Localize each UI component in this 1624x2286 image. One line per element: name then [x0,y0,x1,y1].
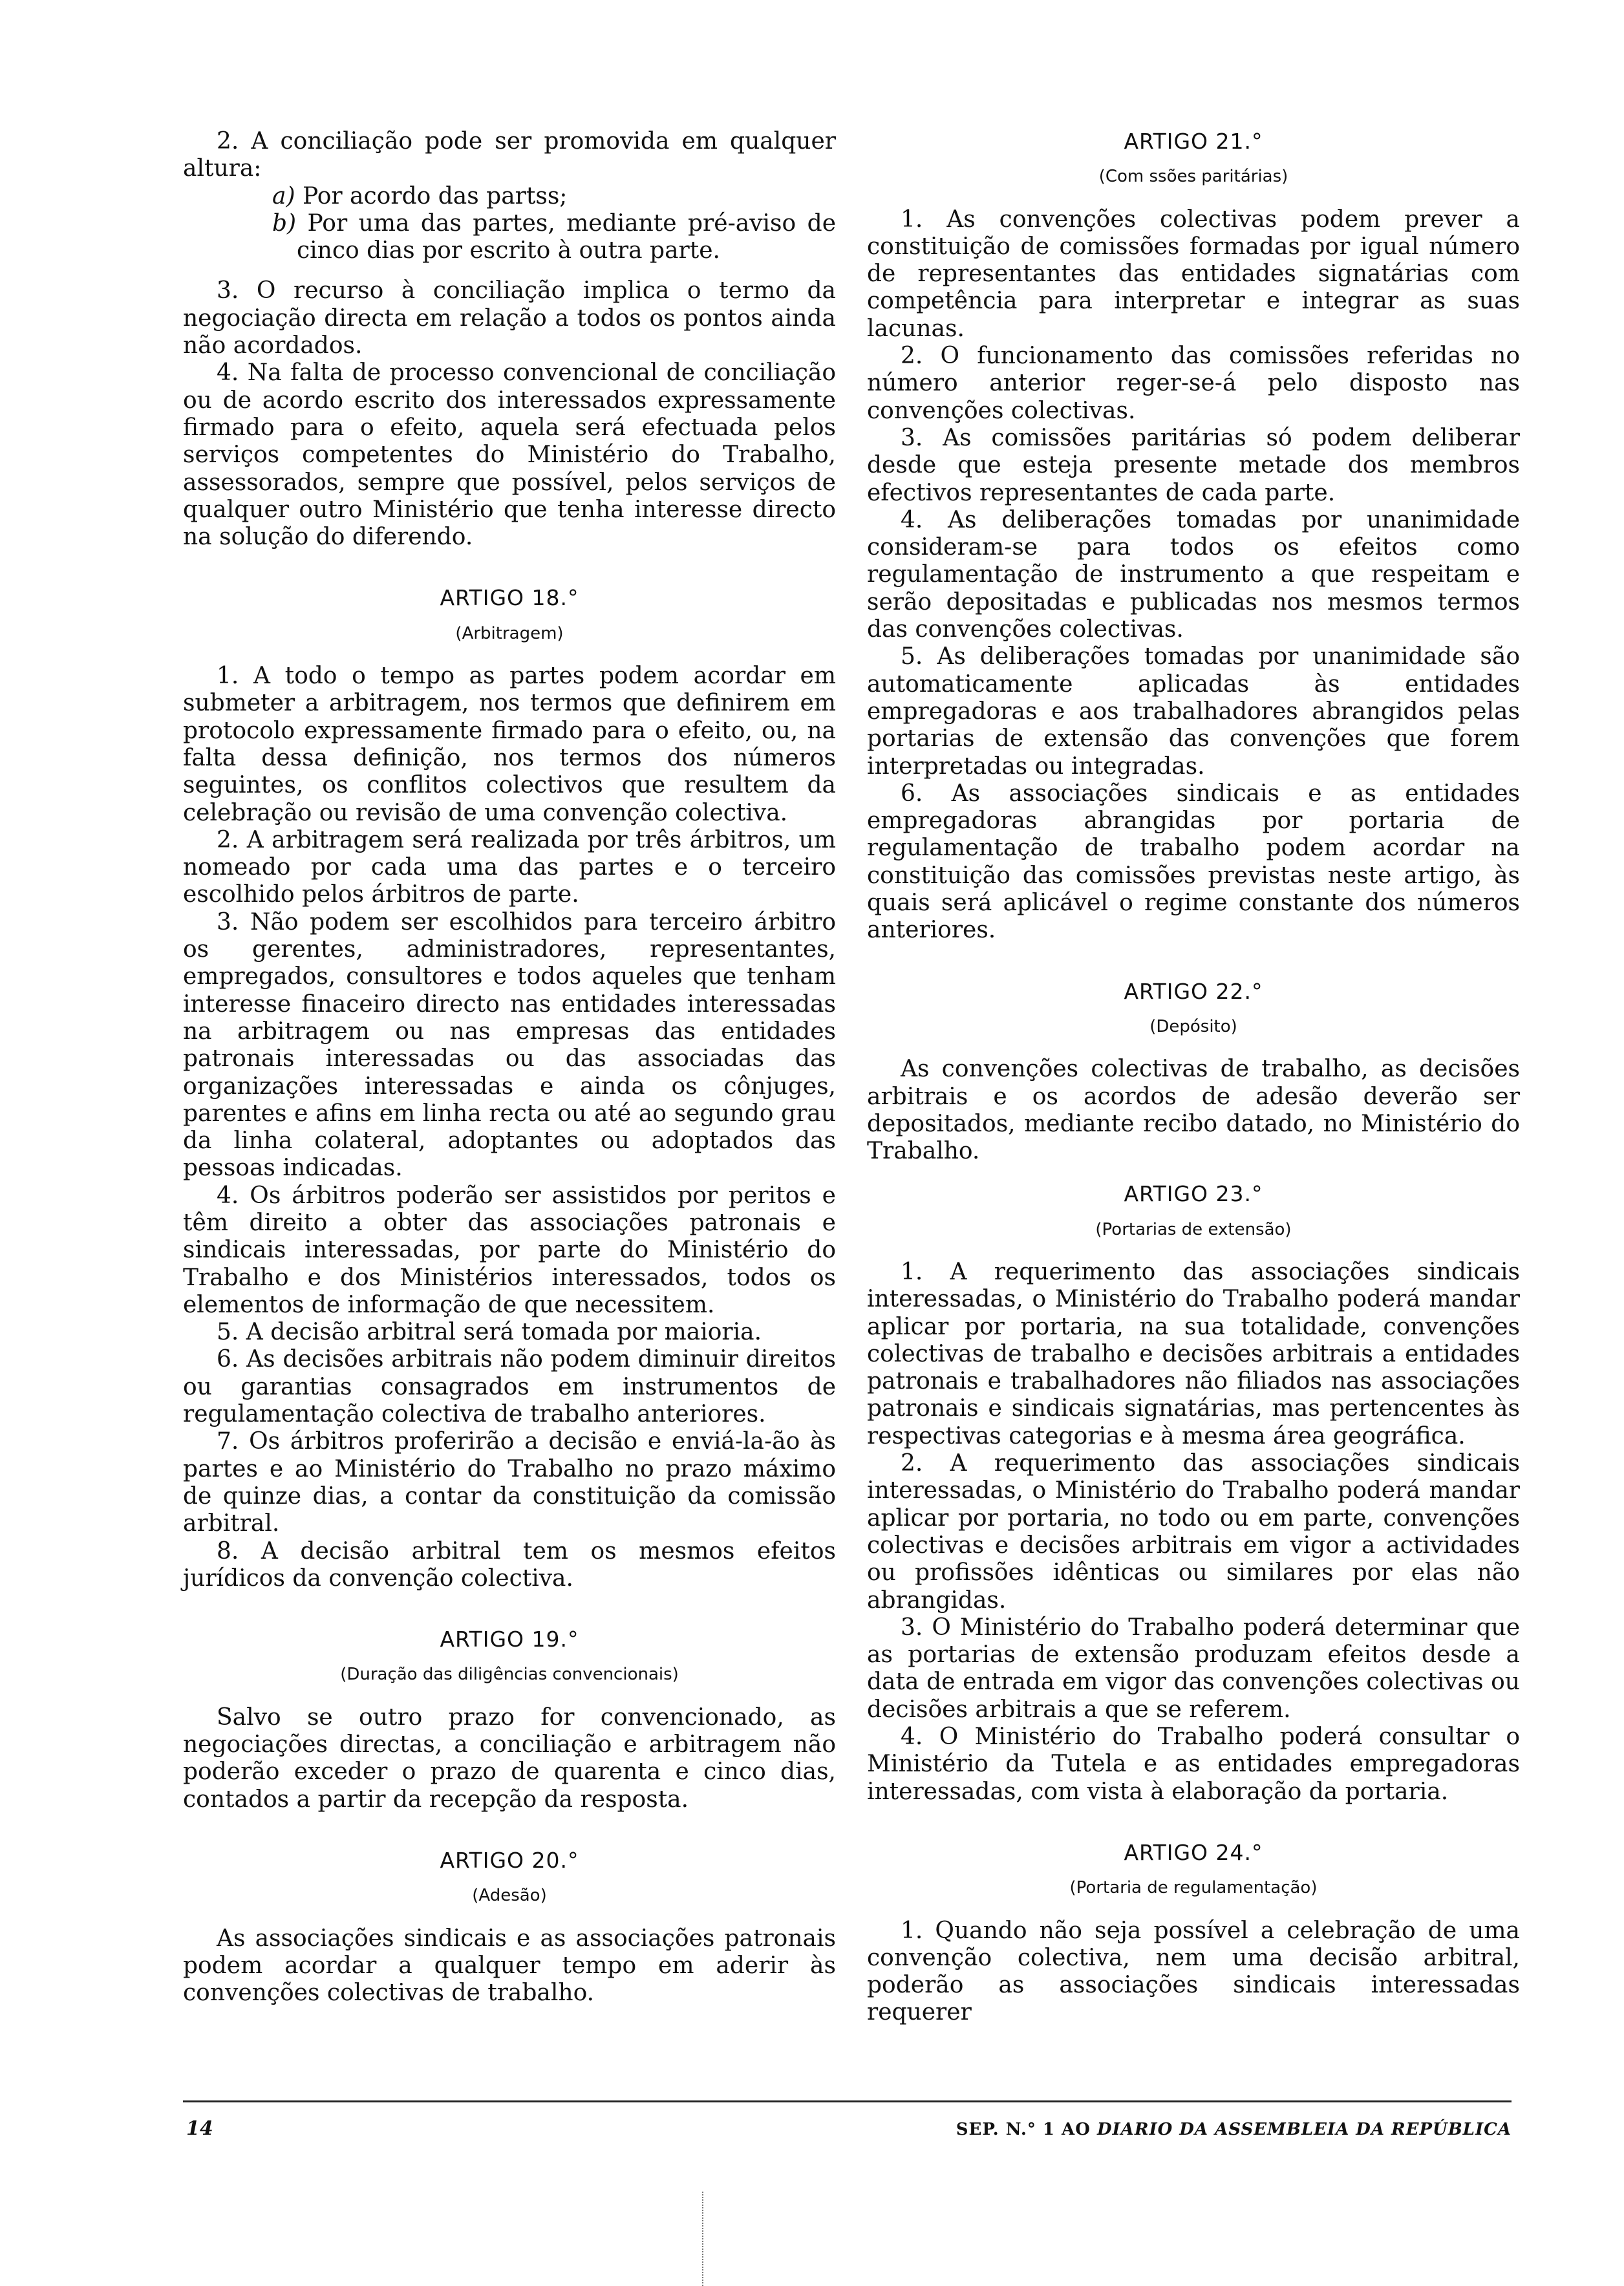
article-subtitle: (Portarias de extensão) [1095,1219,1292,1239]
page-number: 14 [186,2117,213,2140]
article-heading: ARTIGO 24.° [1124,1839,1263,1865]
article-subtitle: (Portaria de regulamentação) [1069,1878,1318,1898]
paragraph: 1. A requerimento das associações sindicais interessadas, o Ministério do Trabalho poderá mandar aplicar por portaria, na sua totalidade, convenções colectivas de trabalho e decisões arbitrais a entidades patronais e trabalhadores não filiados nas associações patronais e sindicais signatárias, mas pertencentes às respectivas categorias e à mesma área geográfica. [867,1258,1520,1449]
article-heading: ARTIGO 23.° [1124,1181,1263,1207]
article-heading: ARTIGO 19.° [440,1627,579,1652]
item-letter: b) [272,209,297,237]
paragraph: 2. O funcionamento das comissões referidas no número anterior reger-se-á pelo disposto nas convenções colectivas. [867,343,1520,424]
article-heading: ARTIGO 18.° [440,585,579,611]
paragraph: 8. A decisão arbitral tem os mesmos efeitos jurídicos da convenção colectiva. [183,1537,836,1592]
paragraph: 1. Quando não seja possível a celebração de uma convenção colectiva, nem uma decisão arbitral, poderão as associações sindicais interessadas requerer [867,1917,1520,2026]
paragraph: 2. A requerimento das associações sindicais interessadas, o Ministério do Trabalho poderá mandar aplicar por portaria, no todo ou em parte, convenções colectivas e decisões arbitrais em vigor a actividades ou profissões idênticas ou similares por elas não abrangidas. [867,1450,1520,1614]
footer-rule [183,2100,1512,2102]
article-subtitle: (Com ssões paritárias) [1098,167,1288,187]
publication-title [956,2120,1512,2139]
paragraph: 4. O Ministério do Trabalho poderá consultar o Ministério da Tutela e as entidades empregadoras interessadas, com vista à elaboração da portaria. [867,1724,1520,1805]
paragraph: 1. A todo o tempo as partes podem acordar em submeter a arbitragem, nos termos que definirem em protocolo expressamente firmado para o efeito, ou, na falta dessa definição, nos termos dos números seguintes, os conflitos colectivos que resultem da celebração ou revisão de uma convenção colectiva. [183,663,836,826]
paragraph: 6. As decisões arbitrais não podem diminuir direitos ou garantias consagrados em instrumentos de regulamentação colectiva de trabalho anteriores. [183,1346,836,1428]
list-item [272,210,836,265]
paragraph: As associações sindicais e as associações patronais podem acordar a qualquer tempo em aderir às convenções colectivas de trabalho. [183,1925,836,2007]
right-column [867,128,1520,2027]
publication-name: DIARIO DA ASSEMBLEIA DA REPÚBLICA [1096,2120,1512,2139]
paragraph: 3. Não podem ser escolhidos para terceiro árbitro os gerentes, administradores, representantes, empregados, consultores e todos aqueles que tenham interesse finaceiro directo nas entidades interessadas na arbitragem ou nas empresas das entidades patronais interessadas ou das associadas das organizações interessadas e ainda os cônjuges, parentes e afins em linha recta ou até ao segundo grau da linha colateral, adoptantes ou adoptados das pessoas indicadas. [183,908,836,1182]
article-subtitle: (Adesão) [472,1886,547,1906]
item-text: Por acordo das partss; [302,182,568,209]
article-subtitle: (Depósito) [1149,1016,1237,1036]
left-column [183,128,836,2007]
paragraph: 3. As comissões paritárias só podem deliberar desde que esteja presente metade dos membros efectivos representantes de cada parte. [867,424,1520,506]
paragraph: 2. A conciliação pode ser promovida em qualquer altura: [183,128,836,182]
paragraph: 1. As convenções colectivas podem prever a constituição de comissões formadas por igual número de representantes das entidades signatárias com competência para interpretar e integrar as suas lacunas. [867,206,1520,342]
paragraph: 7. Os árbitros proferirão a decisão e enviá-la-ão às partes e ao Ministério do Trabalho no prazo máximo de quinze dias, a contar da constituição da comissão arbitral. [183,1428,836,1537]
paragraph: 3. O recurso à conciliação implica o termo da negociação directa em relação a todos os pontos ainda não acordados. [183,277,836,359]
publication-prefix: SEP. N.° 1 AO [956,2120,1091,2139]
article-heading: ARTIGO 22.° [1124,978,1263,1004]
paragraph: 5. A decisão arbitral será tomada por maioria. [217,1319,762,1346]
article-subtitle: (Arbitragem) [455,623,564,643]
paragraph: 6. As associações sindicais e as entidades empregadoras abrangidas por portaria de regulamentação de trabalho podem acordar na constituição das comissões previstas neste artigo, às quais será aplicável o regime constante dos números anteriores. [867,780,1520,944]
article-heading: ARTIGO 20.° [440,1847,579,1873]
paragraph: As convenções colectivas de trabalho, as decisões arbitrais e os acordos de adesão deverão ser depositados, mediante recibo datado, no Ministério do Trabalho. [867,1056,1520,1165]
item-list [183,183,836,265]
paragraph: 4. Os árbitros poderão ser assistidos por peritos e têm direito a obter das associações patronais e sindicais interessadas, por parte do Ministério do Trabalho e dos Ministérios interessados, todos os elementos de informação de que necessitem. [183,1182,836,1318]
paragraph: 3. O Ministério do Trabalho poderá determinar que as portarias de extensão produzam efeitos desde a data de entrada em vigor das convenções colectivas ou decisões arbitrais a que se referem. [867,1614,1520,1723]
list-item [272,183,836,210]
paragraph: 4. Na falta de processo convencional de conciliação ou de acordo escrito dos interessados expressamente firmado para o efeito, aquela será efectuada pelos serviços competentes do Ministério do Trabalho, assessorados, sempre que possível, pelos serviços de qualquer outro Ministério que tenha interesse directo na solução do diferendo. [183,359,836,551]
paragraph: 2. A arbitragem será realizada por três árbitros, um nomeado por cada uma das partes e o terceiro escolhido pelos árbitros de parte. [183,826,836,908]
article-subtitle: (Duração das diligências convencionais) [340,1665,679,1685]
paragraph: 4. As deliberações tomadas por unanimidade consideram-se para todos os efeitos como regulamentação de instrumento a que respeitam e serão depositadas e publicadas nos mesmos termos das convenções colectivas. [867,506,1520,643]
article-heading: ARTIGO 21.° [1124,129,1263,154]
fold-line [702,2192,703,2286]
item-letter: a) [272,182,295,209]
paragraph: 5. As deliberações tomadas por unanimidade são automaticamente aplicadas às entidades empregadoras e aos trabalhadores abrangidos pelas portarias de extensão das convenções que forem interpretadas ou integradas. [867,643,1520,780]
paragraph: Salvo se outro prazo for convencionado, as negociações directas, a conciliação e arbitragem não poderão exceder o prazo de quarenta e cinco dias, contados a partir da recepção da resposta. [183,1704,836,1813]
item-text: Por uma das partes, mediante pré-aviso de cinco dias por escrito à outra parte. [297,209,836,264]
